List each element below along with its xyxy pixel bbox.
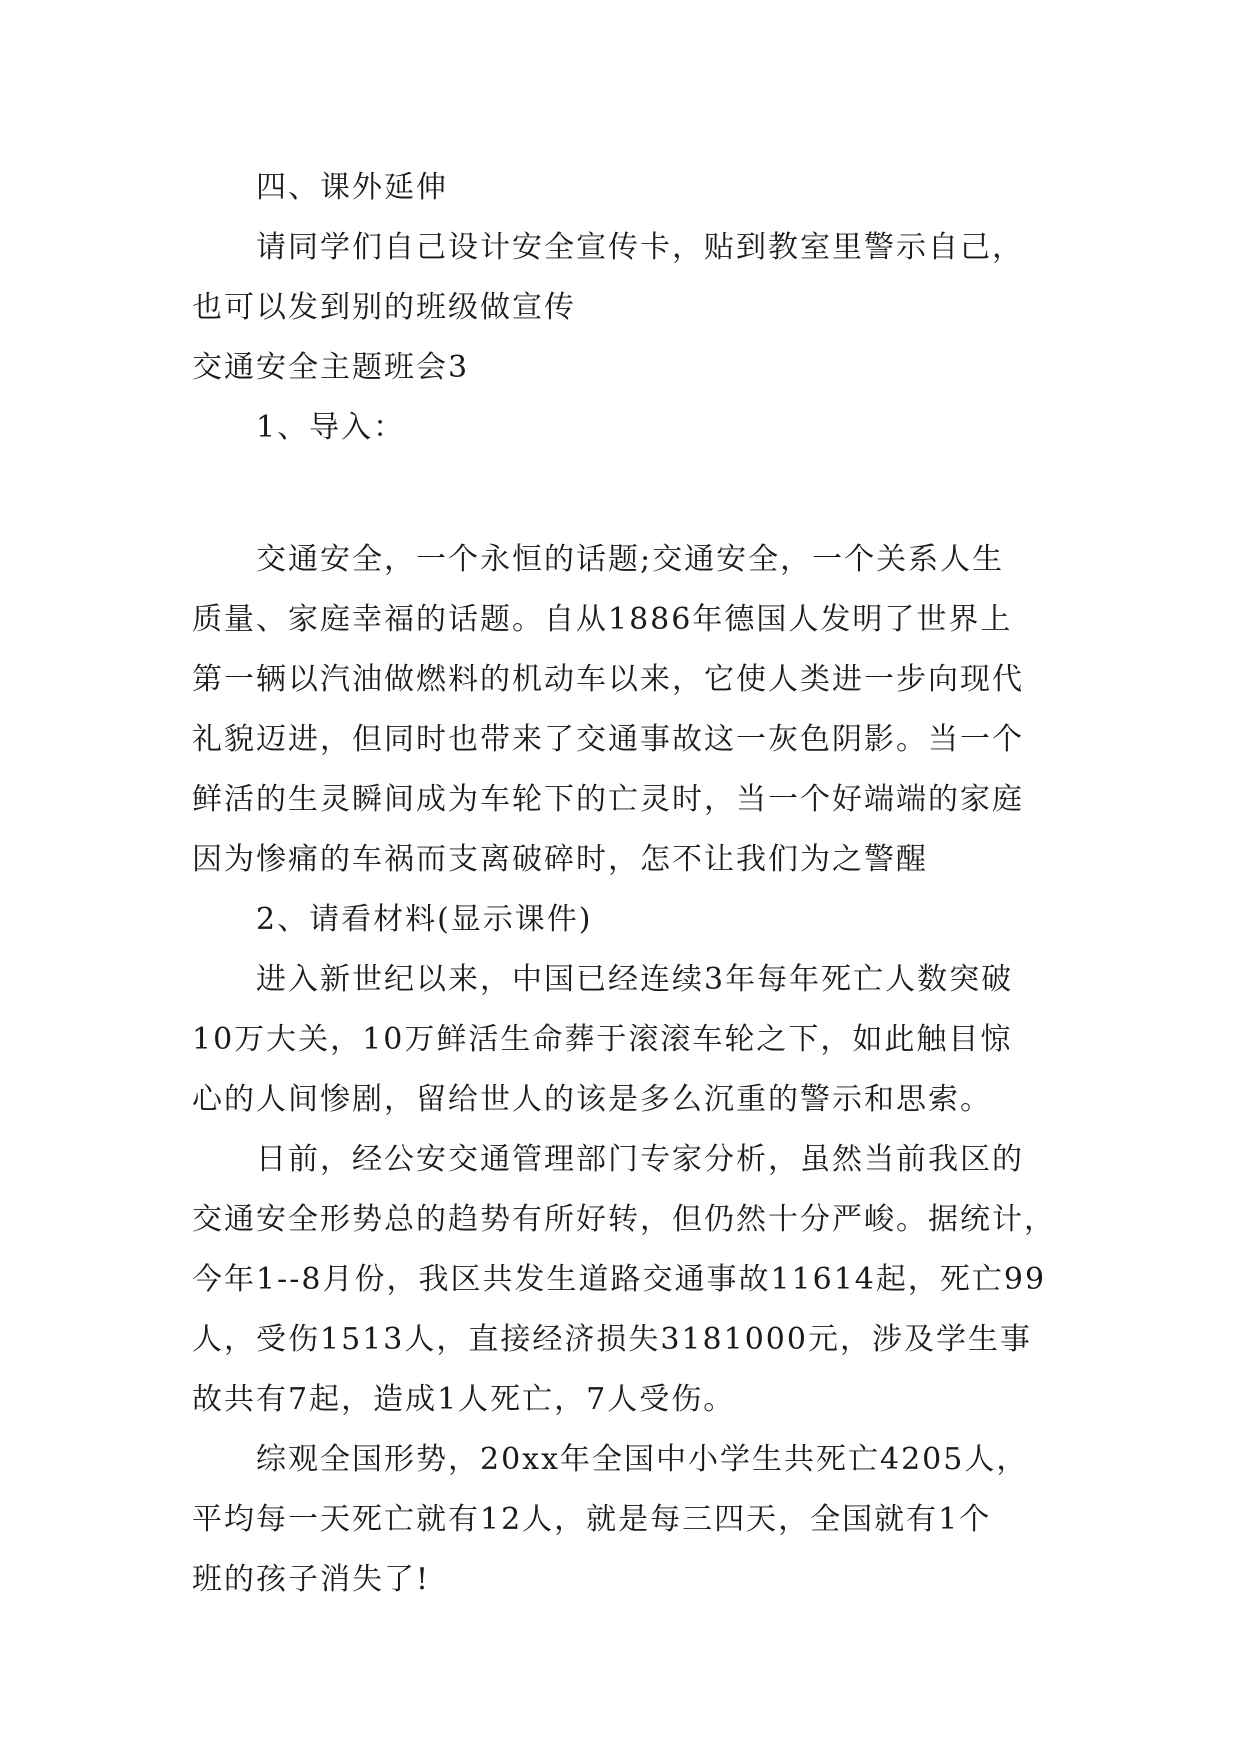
- paragraph-line: 进入新世纪以来，中国已经连续3年每年死亡人数突破: [256, 962, 1014, 997]
- paragraph-line: 平均每一天死亡就有12人，就是每三四天，全国就有1个: [192, 1502, 992, 1537]
- paragraph-line: 班的孩子消失了!: [192, 1562, 431, 1597]
- paragraph-line: 礼貌迈进，但同时也带来了交通事故这一灰色阴影。当一个: [192, 722, 1024, 757]
- paragraph-line: 综观全国形势，20xx年全国中小学生共死亡4205人，: [256, 1442, 1029, 1477]
- paragraph-line: 第一辆以汽油做燃料的机动车以来，它使人类进一步向现代: [192, 662, 1024, 697]
- paragraph-line: 今年1--8月份，我区共发生道路交通事故11614起，死亡99: [192, 1262, 1047, 1297]
- section-heading-material: 2、请看材料(显示课件): [256, 902, 593, 937]
- paragraph-line: 质量、家庭幸福的话题。自从1886年德国人发明了世界上: [192, 602, 1013, 637]
- section-heading-extension: 四、课外延伸: [256, 170, 448, 205]
- section-heading-intro: 1、导入：: [256, 410, 406, 445]
- paragraph-line: 心的人间惨剧，留给世人的该是多么沉重的警示和思索。: [192, 1082, 992, 1117]
- document-body: [192, 158, 1056, 1610]
- paragraph-line: 鲜活的生灵瞬间成为车轮下的亡灵时，当一个好端端的家庭: [192, 782, 1024, 817]
- spacer: [192, 458, 1050, 530]
- paragraph-line: 故共有7起，造成1人死亡，7人受伤。: [192, 1382, 736, 1417]
- paragraph-line: 人，受伤1513人，直接经济损失3181000元，涉及学生事: [192, 1322, 1032, 1357]
- paragraph-line: 请同学们自己设计安全宣传卡，贴到教室里警示自己，: [256, 230, 1024, 265]
- paragraph-line: 10万大关，10万鲜活生命葬于滚滚车轮之下，如此触目惊: [192, 1022, 1013, 1057]
- document-title: 交通安全主题班会3: [192, 350, 470, 385]
- paragraph-line: 也可以发到别的班级做宣传: [192, 290, 576, 325]
- paragraph-line: 交通安全形势总的趋势有所好转，但仍然十分严峻。据统计，: [192, 1202, 1056, 1237]
- paragraph-line: 因为惨痛的车祸而支离破碎时，怎不让我们为之警醒: [192, 842, 928, 877]
- paragraph-line: 交通安全，一个永恒的话题;交通安全，一个关系人生: [256, 542, 1005, 577]
- paragraph-line: 日前，经公安交通管理部门专家分析，虽然当前我区的: [256, 1142, 1024, 1177]
